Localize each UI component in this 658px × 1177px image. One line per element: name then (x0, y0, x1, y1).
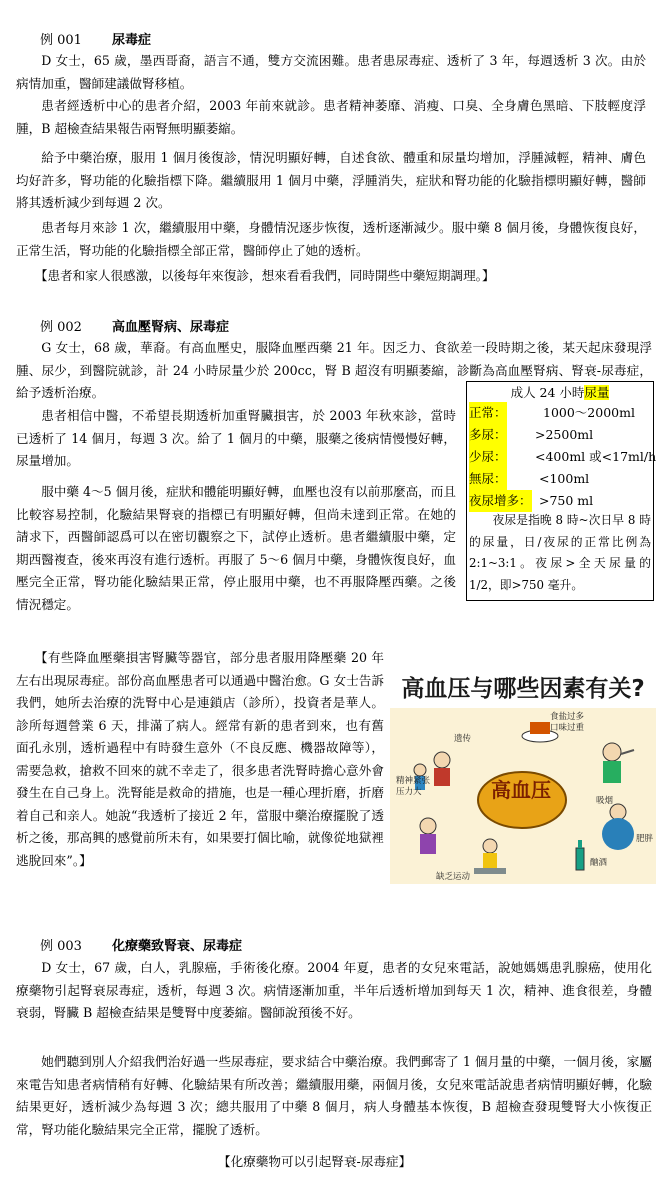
poster-label-diet: 食盐过多 (550, 712, 585, 722)
urine-box-title: 成人 24 小時尿量 (510, 385, 610, 400)
case1-number: 例 001 (40, 33, 82, 48)
urine-row-normal: 正常： 1000～2000ml (467, 402, 653, 424)
urine-row-polyuria: 多尿： >2500ml (467, 424, 653, 446)
urine-row-anuria: 無尿： <100ml (467, 468, 653, 490)
case3-para2: 她們聽到別人介紹我們治好過一些尿毒症，要求結合中藥治療。我們郵寄了 1 個月量的中藥，一個月後，家屬來電告知患者病情稍有好轉、化驗結果有所改善；繼續服用藥，兩個月後，女兒來電話說患者病情明顯好轉，化驗結果更好，透析減少為每週 3 次；總共服用了中藥 8 個月，病人身體基本恢復，B 超檢查發現雙腎大小恢復正常，腎功能化驗結果完全正常，擺脫了透析。 (16, 1054, 652, 1137)
case3-tag: 【化療藥物可以引起腎衰-尿毒症】 (218, 1154, 412, 1169)
case2-callout: 【有些降血壓藥損害腎臟等器官，部分患者服用降壓藥 20 年左右出現尿毒症。部份高血壓患者可以通過中醫治愈。G 女士告訴我們，她所去治療的洗腎中心是連鎖店（診所），投資者是華人。診所每週營業 6 天，排滿了病人。經常有新的患者到來，也有舊面孔永別，透析過程中有時發生意外（不良反應、機器故障等），需要急救，搶救不回來的就不幸走了，很多患者洗腎時擔心意外會發生在自己身上。洗腎能是救命的措施，也是一種心理折磨，折磨着自己和亲人。她說“我透析了接近 2 年，當服中藥治療擺脫了透析之後，那高興的感覺前所未有，如果要打個比喻，就像從地獄裡逃脫回來”。】 (16, 650, 384, 868)
poster-title: 高血压与哪些因素有关? (390, 670, 656, 708)
case2-number: 例 002 (40, 320, 82, 335)
poster-label-stress2: 压力大 (396, 787, 422, 797)
urine-row-nocturia: 夜尿增多： >750 ml (467, 490, 653, 512)
case1-name: 尿毒症 (112, 33, 152, 48)
case2-name: 高血壓腎病、尿毒症 (112, 320, 230, 335)
poster-label-heredity: 遗传 (454, 734, 472, 744)
case1-para3: 給予中藥治療，服用 1 個月後復診，情況明顯好轉，自述食欲、體重和尿量均增加，浮腫減輕，精神、膚色均好許多，腎功能的化驗指標下降。繼續服用 1 個月中藥，浮腫消失，症狀和腎功能的化驗指標明顯好轉，醫師將其透析減少到每週 2 次。 (16, 150, 646, 210)
case3-heading (40, 935, 242, 954)
case1-para2: 患者經透析中心的患者介紹，2003 年前來就診。患者精神萎靡、消瘦、口臭、全身膚色黑暗、下肢輕度浮腫，B 超檢查結果報告兩腎無明顯萎縮。 (16, 98, 646, 136)
stress-figure-icon (420, 818, 436, 854)
case1-heading (40, 29, 151, 48)
urine-row-oliguria: 少尿： <400ml 或<17ml/h (467, 446, 653, 468)
case1-para1: D 女士，65 歲，墨西哥裔，語言不通，雙方交流困難。患者患尿毒症、透析了 3 年，每週透析 3 次。由於病情加重，醫師建議做腎移植。 (16, 53, 646, 91)
poster-label-exercise: 缺乏运动 (436, 872, 471, 882)
case3-para1: D 女士，67 歲，白人，乳腺癌，手術後化療。2004 年夏，患者的女兒來電話，說她媽媽患乳腺癌，使用化療藥物引起腎衰尿毒症，透析，每週 3 次。病情逐漸加重，半年后透析增加到每天 1 次，精神、進食很差，身體衰弱，腎臟 B 超檢查結果是雙腎中度萎縮。醫師說預後不好。 (16, 960, 652, 1020)
case2-para1: G 女士，68 歲，華裔。有高血壓史，服降血壓西藥 21 年。因乏力、食欲差一段時期之後，某天起床發現浮腫、尿少，到醫院就診，計 24 小時尿量少於 200cc，腎 B 超沒有明顯萎縮，診斷為高血壓腎病、腎衰-尿毒症，給予透析治療。 (16, 340, 652, 400)
poster-center-label: 高血压 (491, 778, 551, 802)
case3-name: 化療藥致腎衰、尿毒症 (112, 939, 243, 954)
case3-number: 例 003 (40, 939, 82, 954)
poster-label-obesity: 肥胖 (636, 834, 654, 844)
poster-label-stress: 精神紧张 (396, 776, 431, 786)
case2-para2: 患者相信中醫，不希望長期透析加重腎臟損害，於 2003 年秋來診，當時已透析了 14 個月，每週 3 次。給了 1 個月的中藥，服藥之後病情慢慢好轉，尿量增加。 (16, 408, 456, 468)
case2-para3: 服中藥 4～5 個月後，症狀和體能明顯好轉，血壓也沒有以前那麼高，而且比較容易控制，化驗結果腎衰的指標已有明顯好轉，但尚未達到正常。在她的請求下，西醫師認爲可以在密切觀察之下，試停止透析。患者繼續服中藥，定期西醫複查，後來再沒有進行透析。再服了 5～6 個月中藥，身體恢復良好，血壓完全正常，腎功能化驗結果正常，停止服用中藥，也不再服降壓西藥。之後情況穩定。 (16, 484, 456, 612)
urine-volume-box (466, 381, 657, 601)
case1-callout: 【患者和家人很感激，以後每年來復診，想來看看我們，同時開些中藥短期調理。】 (34, 268, 495, 283)
poster-label-alcohol: 酗酒 (590, 858, 608, 868)
poster-label-smoking: 吸烟 (596, 796, 614, 806)
case2-heading (40, 316, 229, 335)
poster-label-drink: 口味过重 (550, 723, 585, 733)
case1-para4: 患者每月來診 1 次，繼續服用中藥，身體情況逐步恢復，透析逐漸減少。服中藥 8 個月後，身體恢復良好，正常生活，腎功能的化驗指標全部正常，醫師停止了她的透析。 (16, 220, 646, 258)
urine-box-note: 夜尿是指晚 8 時~次日早 8 時的尿量，日/夜尿的正常比例為 2:1~3:1。夜尿>全天尿量的 1/2，即>750 毫升。 (469, 513, 651, 592)
hypertension-poster (390, 670, 656, 884)
